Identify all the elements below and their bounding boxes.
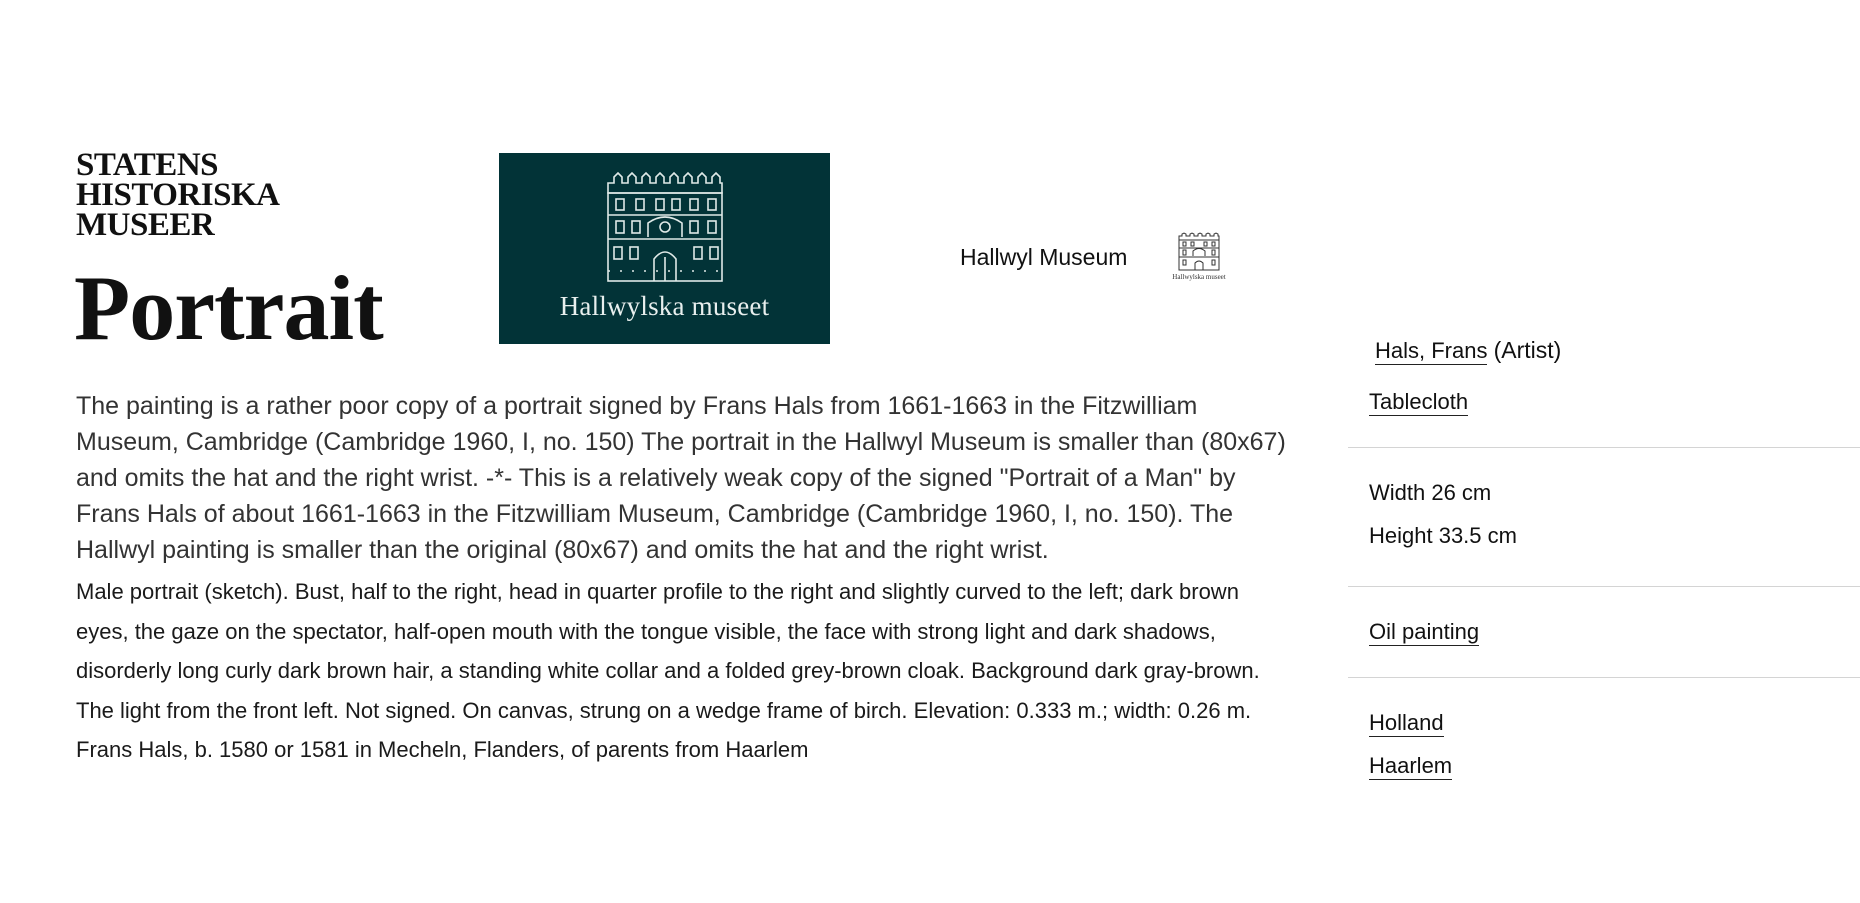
page-title: Portrait — [74, 257, 383, 359]
dimension-height: Height 33.5 cm — [1369, 523, 1517, 548]
museum-logo-caption: Hallwylska museet — [1172, 273, 1226, 281]
hero-image — [499, 153, 830, 344]
place-city-link[interactable]: Haarlem — [1369, 753, 1453, 778]
technique-row — [1369, 619, 1479, 645]
brand-line: HISTORISKA — [76, 177, 280, 213]
museum-building-icon — [604, 171, 726, 285]
brand-logo[interactable] — [76, 147, 280, 243]
description-more: Male portrait (sketch). Bust, half to the right, head in quarter profile to the right and slightly curved to the left; dark brown eyes, the gaze on the spectator, half-open mouth with the tongue visible, the face with strong light and dark shadows, disorderly long curly dark brown hair, a standing white collar and a folded grey-brown cloak. Background dark gray-brown. The light from the front left. Not signed. On canvas, strung on a wedge frame of birch. Elevation: 0.333 m.; width: 0.26 m. Frans Hals, b. 1580 or 1581 in Mecheln, Flanders, of parents from Haarlem — [76, 579, 1260, 762]
hero-caption: Hallwylska museet — [559, 291, 770, 321]
place-row — [1369, 710, 1444, 736]
museum-name[interactable]: Hallwyl Museum — [960, 244, 1128, 270]
place-country-link[interactable]: Holland — [1369, 710, 1444, 735]
technique-link[interactable]: Oil painting — [1369, 619, 1480, 644]
place-row — [1369, 753, 1452, 779]
artist-link[interactable]: Hals, Frans — [1375, 338, 1488, 363]
divider — [1348, 677, 1860, 678]
keyword-row — [1369, 389, 1468, 415]
divider — [1348, 447, 1860, 448]
artist-row — [1375, 337, 1561, 364]
brand-line: MUSEER — [76, 207, 215, 243]
brand-line: STATENS — [76, 147, 219, 183]
description: The painting is a rather poor copy of a portrait signed by Frans Hals from 1661-1663 in the Fitzwilliam Museum, Cambridge (Cambridge 1960, I, no. 150) The portrait in the Hallwyl Museum is smaller than (80x67) and omits the hat and the right wrist. -*- This is a relatively weak copy of the signed "Portrait of a Man" by Frans Hals of about 1661-1663 in the Fitzwilliam Museum, Cambridge (Cambridge 1960, I, no. 150). The Hallwyl painting is smaller than the original (80x67) and omits the hat and the right wrist. — [76, 392, 1286, 564]
museum-building-icon — [1177, 232, 1221, 272]
museum-logo[interactable] — [1166, 232, 1232, 286]
keyword-link[interactable]: Tablecloth — [1369, 389, 1469, 414]
dimension-width: Width 26 cm — [1369, 480, 1492, 505]
artist-role: (Artist) — [1493, 337, 1562, 363]
divider — [1348, 586, 1860, 587]
